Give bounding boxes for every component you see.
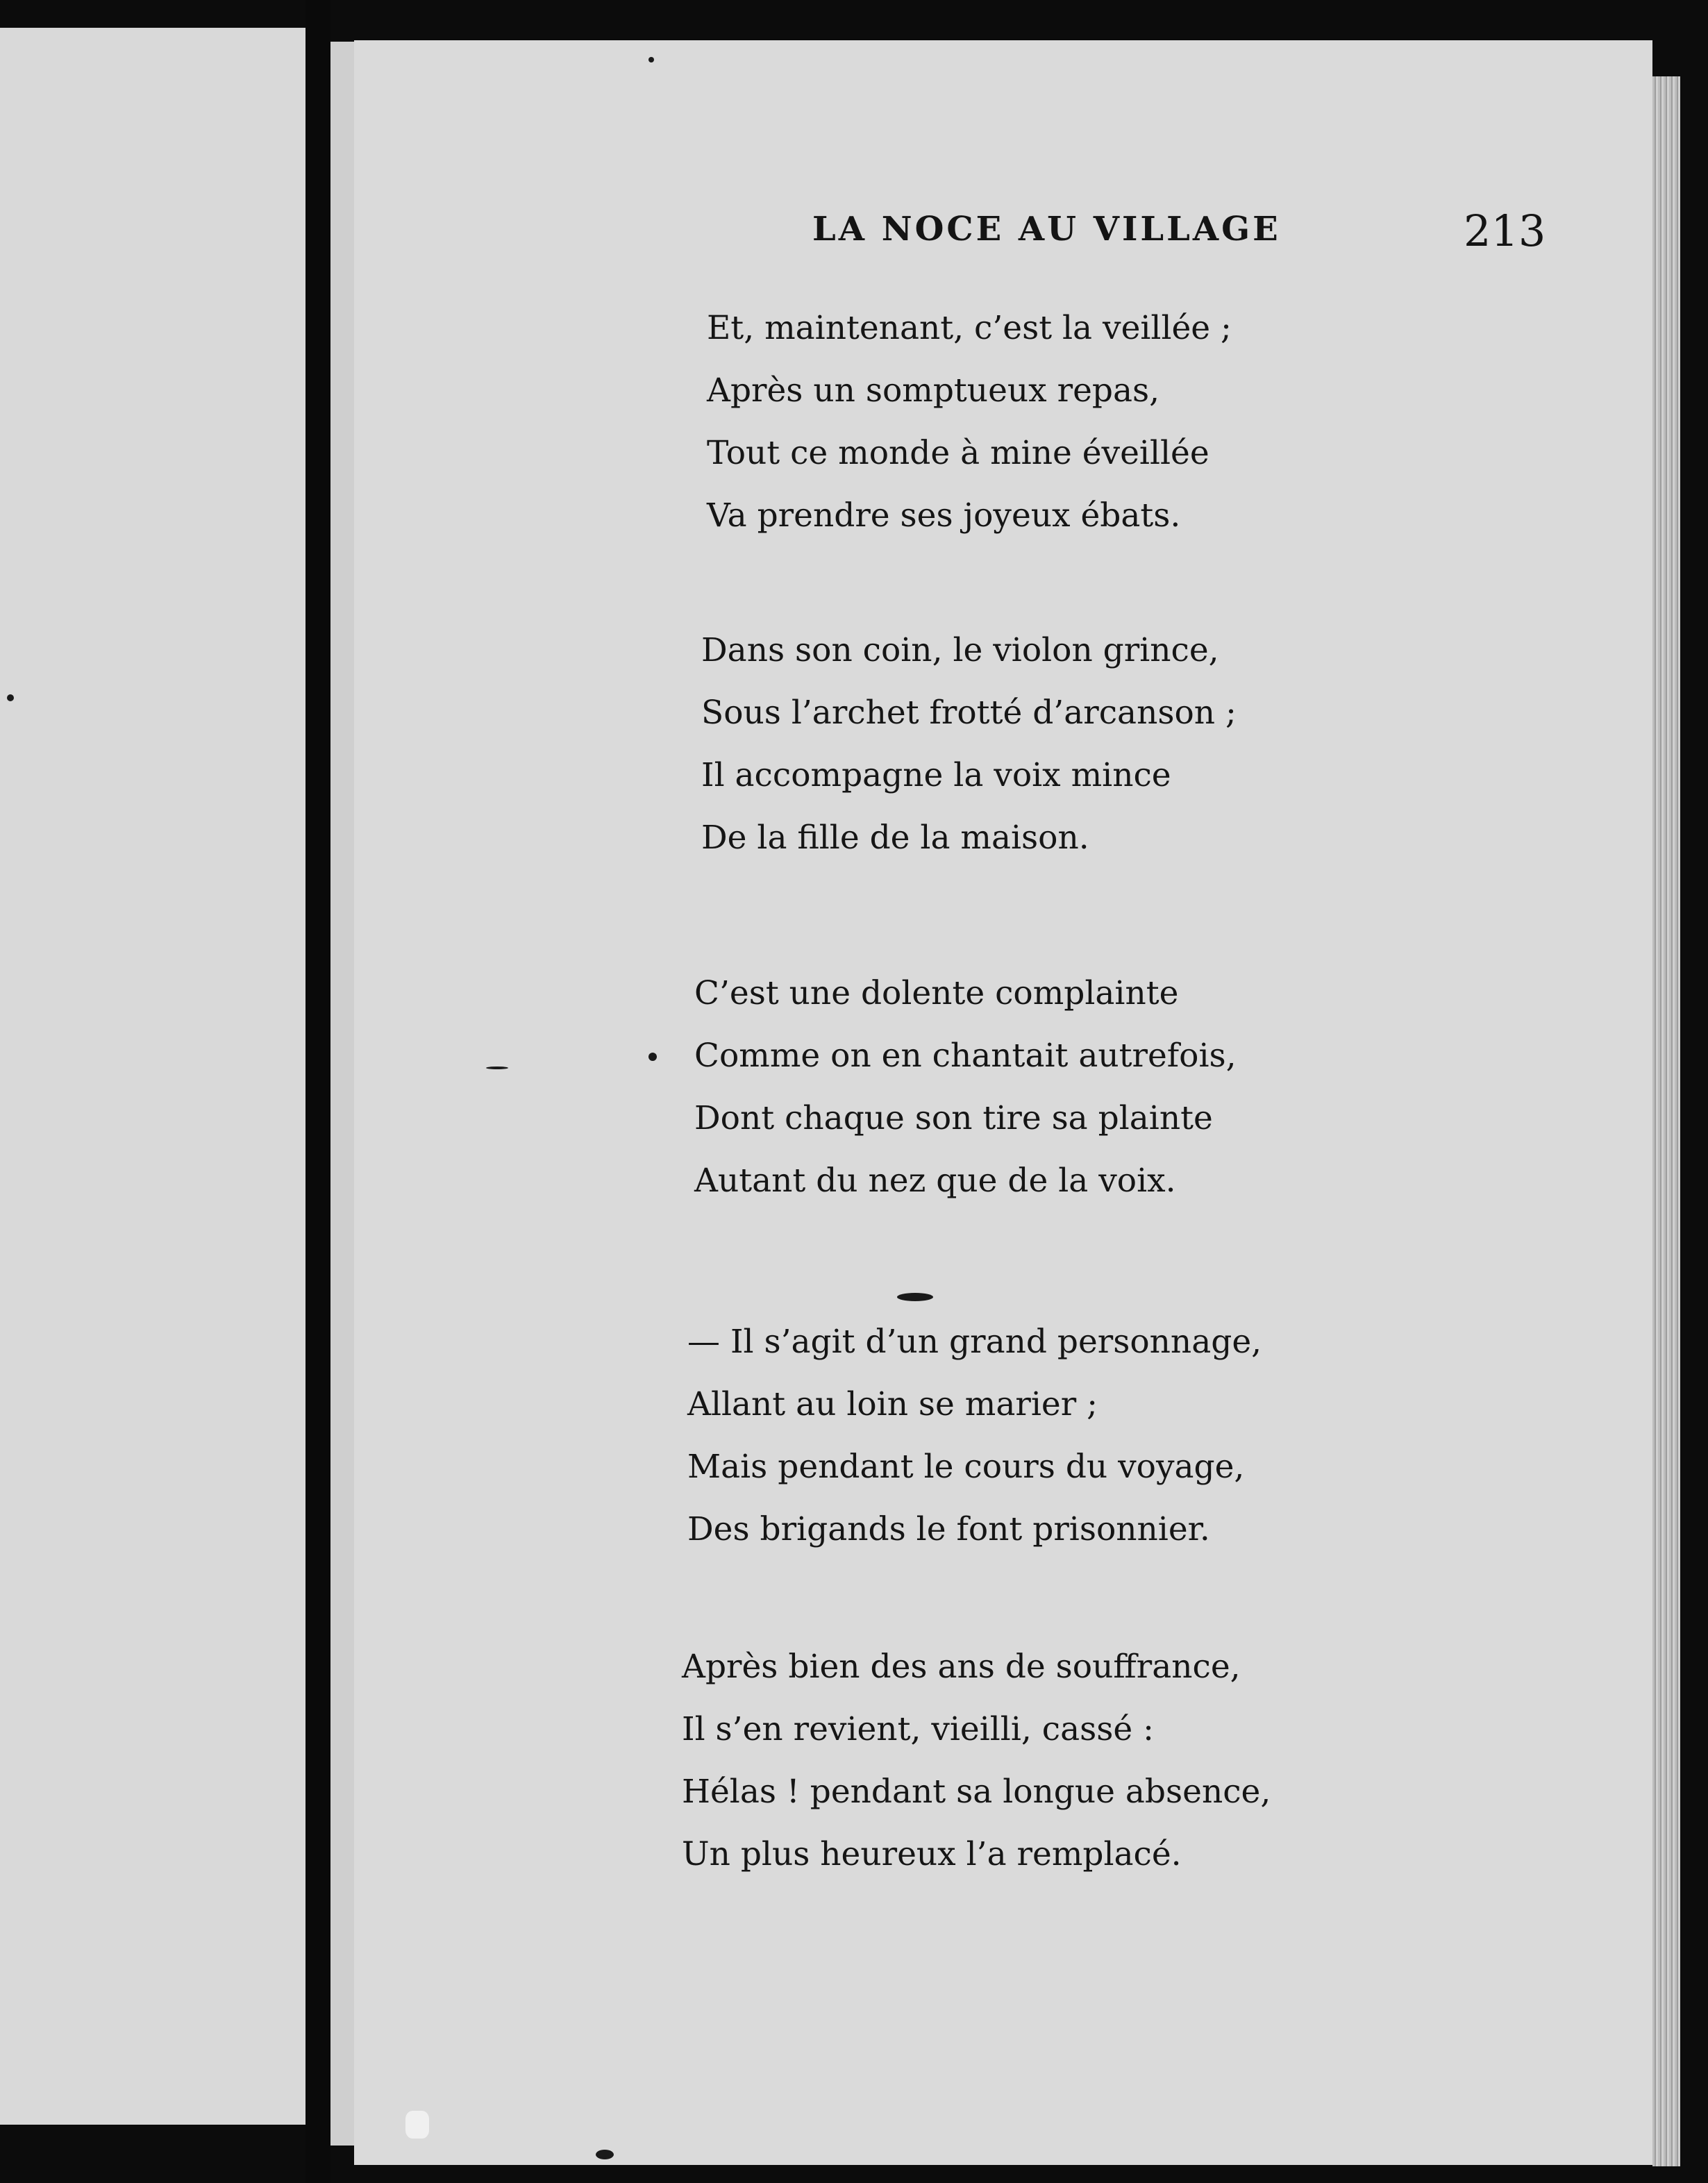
ink-speck — [648, 57, 654, 62]
verse-line: Hélas ! pendant sa longue absence, — [682, 1773, 1271, 1811]
verse-line: Mais pendant le cours du voyage, — [687, 1448, 1245, 1486]
verse-line: Des brigands le font prisonnier. — [687, 1510, 1210, 1548]
ink-speck — [486, 1067, 508, 1069]
verse-line: Après bien des ans de souffrance, — [682, 1648, 1241, 1686]
verse-line: Il s’en revient, vieilli, cassé : — [682, 1710, 1154, 1748]
verse-line: Tout ce monde à mine éveillée — [707, 434, 1209, 472]
verse-line: Va prendre ses joyeux ébats. — [707, 496, 1181, 535]
ink-speck — [405, 2111, 429, 2139]
verse-line: Sous l’archet frotté d’arcanson ; — [701, 694, 1237, 732]
verse-line: Il accompagne la voix mince — [701, 756, 1171, 794]
stanza — [707, 297, 1232, 547]
verse-line: Allant au loin se marier ; — [687, 1385, 1098, 1423]
verse-line: Et, maintenant, c’est la veillée ; — [707, 309, 1232, 347]
page-edges — [1652, 76, 1680, 2166]
ink-speck — [596, 2150, 614, 2159]
ink-speck — [7, 694, 14, 701]
stanza — [694, 962, 1237, 1212]
verse-line: Dont chaque son tire sa plainte — [694, 1099, 1213, 1137]
verse-line: Dans son coin, le violon grince, — [701, 631, 1219, 669]
verse-line: C’est une dolente complainte — [694, 974, 1179, 1012]
ink-speck — [648, 1053, 657, 1061]
verse-line: Après un somptueux repas, — [707, 371, 1160, 410]
verse-line: De la fille de la maison. — [701, 819, 1089, 857]
verse-line: — Il s’agit d’un grand personnage, — [687, 1323, 1262, 1361]
verse-line: Autant du nez que de la voix. — [694, 1162, 1176, 1200]
stanza — [682, 1636, 1271, 1886]
left-page — [0, 28, 305, 2125]
verse-line: Un plus heureux l’a remplacé. — [682, 1835, 1182, 1873]
page-number: 213 — [1464, 206, 1546, 256]
verse-line: Comme on en chantait autrefois, — [694, 1037, 1237, 1075]
ink-speck — [897, 1293, 933, 1301]
stanza — [687, 1311, 1262, 1561]
running-head: LA NOCE AU VILLAGE — [812, 210, 1281, 249]
stanza — [701, 619, 1237, 869]
book-spine — [305, 0, 330, 2183]
